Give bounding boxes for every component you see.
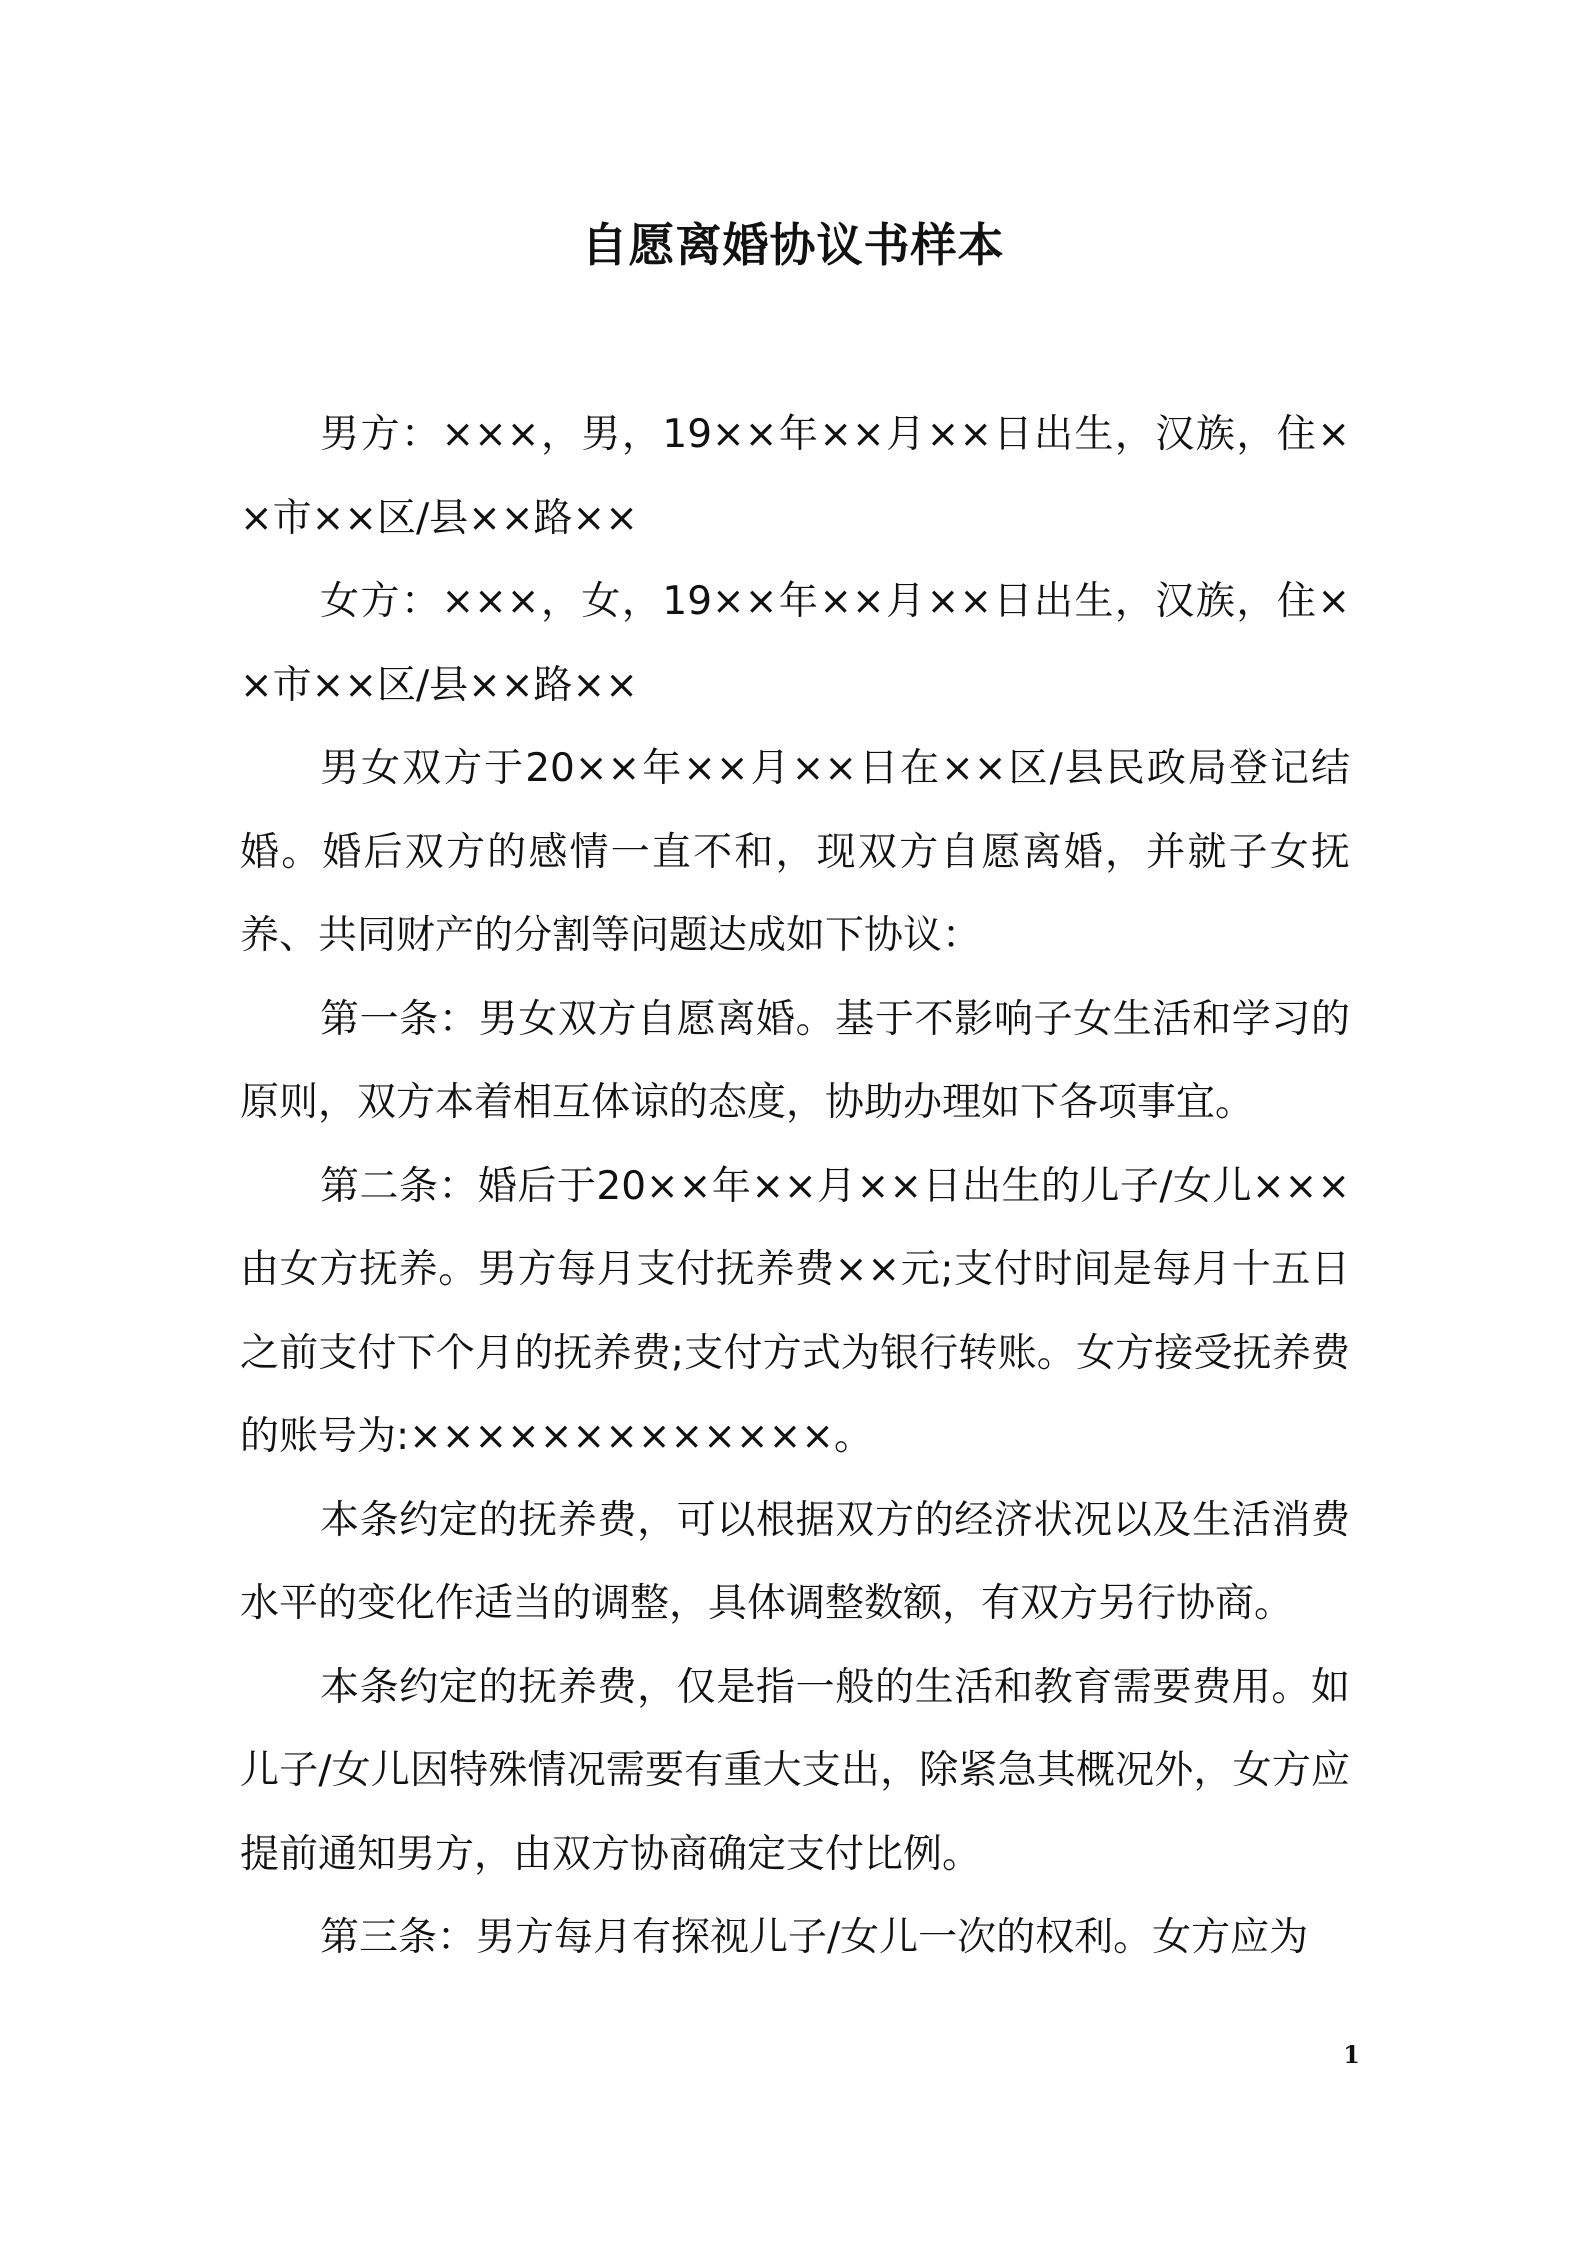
paragraph-female-party: 女方：×××，女，19××年××月××日出生，汉族，住××市××区/县××路×× [240, 579, 1350, 708]
paragraph-article-one: 第一条：男女双方自愿离婚。基于不影响子女生活和学习的原则，双方本着相互体谅的态度，协助办理如下各项事宜。 [240, 996, 1350, 1125]
paragraph-support-adjustment: 本条约定的抚养费，可以根据双方的经济状况以及生活消费水平的变化作适当的调整，具体调整数额，有双方另行协商。 [240, 1497, 1350, 1626]
document-title: 自愿离婚协议书样本 [581, 218, 1005, 272]
paragraph-article-three: 第三条：男方每月有探视儿子/女儿一次的权利。女方应为 [320, 1915, 1309, 1960]
paragraph-article-two: 第二条：婚后于20××年××月××日出生的儿子/女儿×××由女方抚养。男方每月支付抚养费××元;支付时间是每月十五日之前支付下个月的抚养费;支付方式为银行转账。女方接受抚养费的账号为:×××××××××××××。 [240, 1163, 1350, 1459]
page-number: 1 [1343, 2040, 1360, 2069]
paragraph-support-scope: 本条约定的抚养费，仅是指一般的生活和教育需要费用。如儿子/女儿因特殊情况需要有重大支出，除紧急其概况外，女方应提前通知男方，由双方协商确定支付比例。 [240, 1664, 1350, 1877]
paragraph-marriage-background: 男女双方于20××年××月××日在××区/县民政局登记结婚。婚后双方的感情一直不和，现双方自愿离婚，并就子女抚养、共同财产的分割等问题达成如下协议： [240, 746, 1350, 958]
document-body [240, 393, 1350, 1980]
paragraph-male-party: 男方：×××，男，19××年××月××日出生，汉族，住××市××区/县××路×× [240, 412, 1350, 541]
